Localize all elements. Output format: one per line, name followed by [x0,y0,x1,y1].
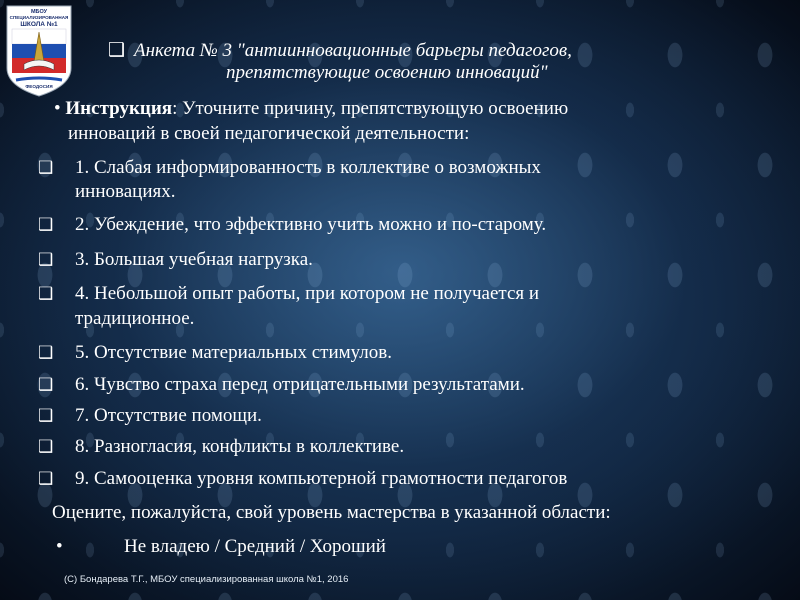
school-emblem-logo [4,4,74,98]
rate-options-bullet: • [56,536,63,557]
list-item-5: 5. Отсутствие материальных стимулов. [75,342,392,363]
rate-prompt: Оцените, пожалуйста, свой уровень мастерства в указанной области: [52,502,611,523]
list-item-6: 6. Чувство страха перед отрицательными результатами. [75,374,525,395]
list-item-4-cont: традиционное. [75,308,195,329]
list-item-3: 3. Большая учебная нагрузка. [75,249,313,270]
checkbox-icon: ❑ [38,343,54,362]
list-item-7: 7. Отсутствие помощи. [75,405,262,426]
checkbox-icon: ❑ [38,158,54,177]
checkbox-icon: ❑ [38,406,54,425]
list-item-9: 9. Самооценка уровня компьютерной грамотности педагогов [75,468,568,489]
checkbox-icon: ❑ [108,40,126,61]
copyright-footer: (С) Бондарева Т.Г., МБОУ специализированная школа №1, 2016 [64,574,349,585]
logo-text-school: ШКОЛА №1 [20,21,58,28]
rate-options: Не владею / Средний / Хороший [124,536,386,557]
bullet-dot: • [54,98,61,119]
checkbox-icon: ❑ [38,437,54,456]
checkbox-icon: ❑ [38,215,54,234]
list-item-2: 2. Убеждение, что эффективно учить можно и по-старому. [75,214,547,235]
title-line-2: препятствующие освоению инноваций" [226,62,548,83]
logo-text-specialized: СПЕЦИАЛИЗИРОВАННАЯ [9,15,69,20]
checkbox-icon: ❑ [38,250,54,269]
instruction-line-1 [54,97,568,120]
instruction-label: Инструкция [65,98,173,119]
checkbox-icon: ❑ [38,375,54,394]
instruction-text-1: : Уточните причину, препятствующую освоению [172,98,569,119]
list-item-1-cont: инновациях. [75,181,176,202]
list-item-1: 1. Слабая информированность в коллективе о возможных [75,157,541,178]
list-item-8: 8. Разногласия, конфликты в коллективе. [75,436,405,457]
instruction-line-2: инноваций в своей педагогической деятельности: [68,123,470,144]
list-item-4: 4. Небольшой опыт работы, при котором не получается и [75,283,540,304]
logo-text-mbou: МБОУ [30,9,48,15]
title-line-1: Анкета № 3 "антиинновационные барьеры педагогов, [134,40,572,61]
logo-text-city: ФЕОДОСИЯ [25,84,53,89]
checkbox-icon: ❑ [38,469,54,488]
checkbox-icon: ❑ [38,284,54,303]
